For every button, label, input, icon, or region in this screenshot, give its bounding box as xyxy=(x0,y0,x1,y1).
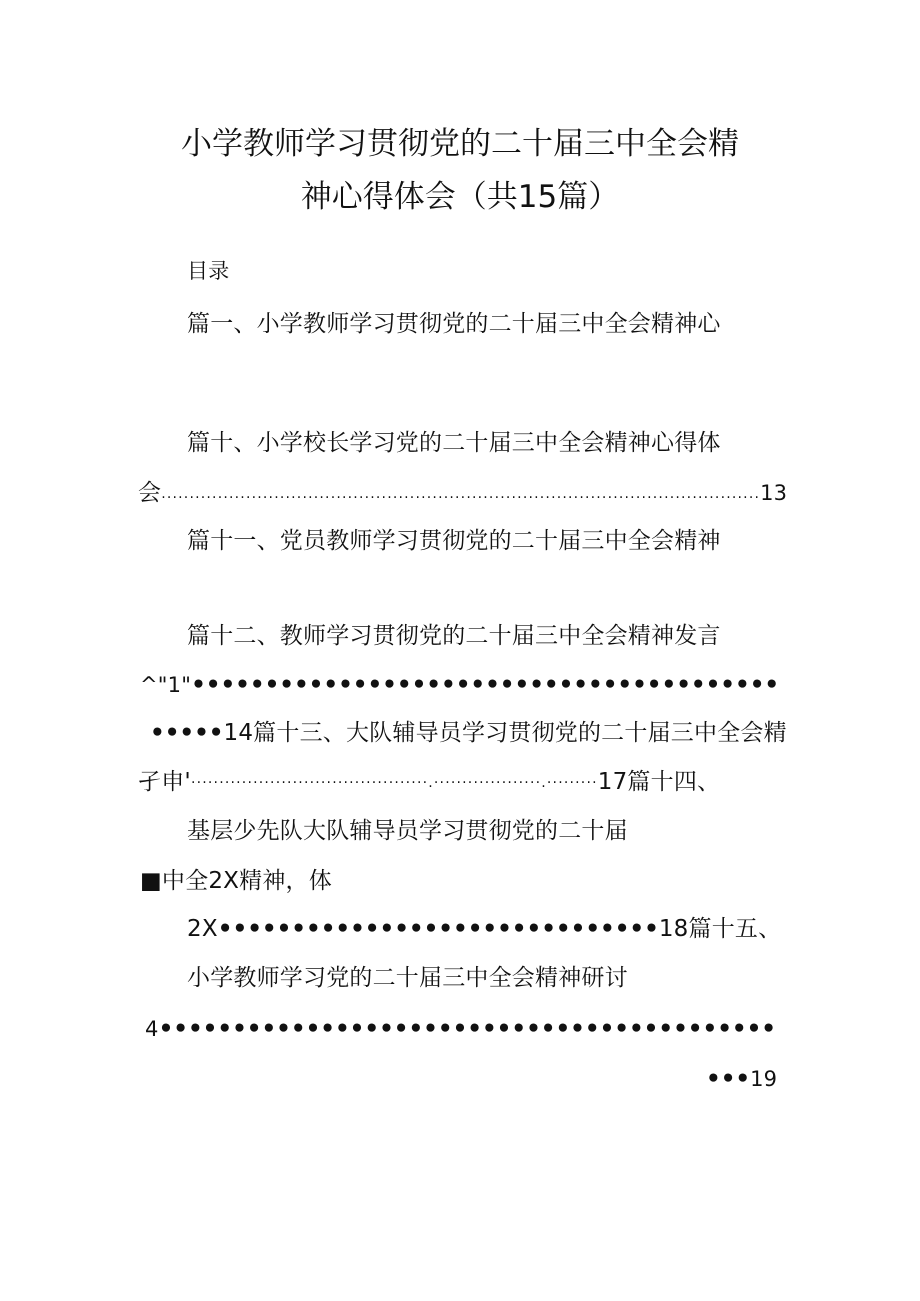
toc-entry-12[interactable]: 篇十二、教师学习贯彻党的二十届三中全会精神发言 xyxy=(187,623,721,649)
toc-leader-dots: ••• xyxy=(706,1066,751,1092)
toc-leader-dots: .......................................................................................................... xyxy=(161,486,761,502)
toc-entry-text: 4 xyxy=(145,1017,159,1041)
toc-leader-dots: ··········································.···················.········· xyxy=(190,775,598,791)
toc-entry-10[interactable]: 篇十、小学校长学习党的二十届三中全会精神心得体 xyxy=(187,430,721,456)
toc-entry-text: 孑申' xyxy=(138,769,191,795)
toc-entry-13[interactable] xyxy=(150,718,787,748)
toc-leader-dots: •••••••••••••••••••••••••••••••••••••••• xyxy=(191,672,780,698)
toc-leader-dots: •••••••••••••••••••••••••••••••••••••••••• xyxy=(158,1016,776,1042)
toc-entry-11[interactable]: 篇十一、党员教师学习贯彻党的二十届三中全会精神 xyxy=(187,528,721,554)
toc-entry-13-continued[interactable] xyxy=(138,767,720,798)
toc-entry-text: ^"1" xyxy=(140,673,192,697)
toc-entry-14-page-line[interactable] xyxy=(187,914,781,944)
toc-entry-14[interactable]: 基层少先队大队辅导员学习贯彻党的二十届 xyxy=(187,818,628,844)
toc-page-number: 13 xyxy=(760,481,788,505)
toc-leader-dots: •••••••••••••••••••••••••••••• xyxy=(217,916,659,942)
toc-entry-10-continued[interactable] xyxy=(138,478,787,509)
toc-entry-text: 会 xyxy=(138,480,162,506)
toc-heading: 目录 xyxy=(187,259,230,283)
toc-entry-text: 14篇十三、大队辅导员学习贯彻党的二十届三中全会精 xyxy=(223,720,787,746)
document-title-line-2: 神心得体会（共15篇） xyxy=(300,179,620,215)
toc-entry-text: 17篇十四、 xyxy=(597,769,721,795)
toc-entry-15-page-line[interactable] xyxy=(706,1064,777,1094)
toc-leader-dots: ••••• xyxy=(150,720,224,746)
toc-entry-15[interactable]: 小学教师学习党的二十届三中全会精神研讨 xyxy=(187,965,628,991)
toc-entry-15-continued[interactable] xyxy=(145,1014,776,1044)
document-title-line-1: 小学教师学习贯彻党的二十届三中全会精 xyxy=(181,126,739,162)
toc-page-number: 19 xyxy=(750,1067,778,1091)
toc-entry-12-continued[interactable] xyxy=(140,670,779,700)
toc-entry-1[interactable]: 篇一、小学教师学习贯彻党的二十届三中全会精神心 xyxy=(187,311,721,337)
toc-entry-text: 18篇十五、 xyxy=(658,916,782,942)
toc-entry-14-continued[interactable]: ■中全2X精神，体 xyxy=(140,868,332,894)
toc-entry-text: 2X xyxy=(187,916,218,942)
